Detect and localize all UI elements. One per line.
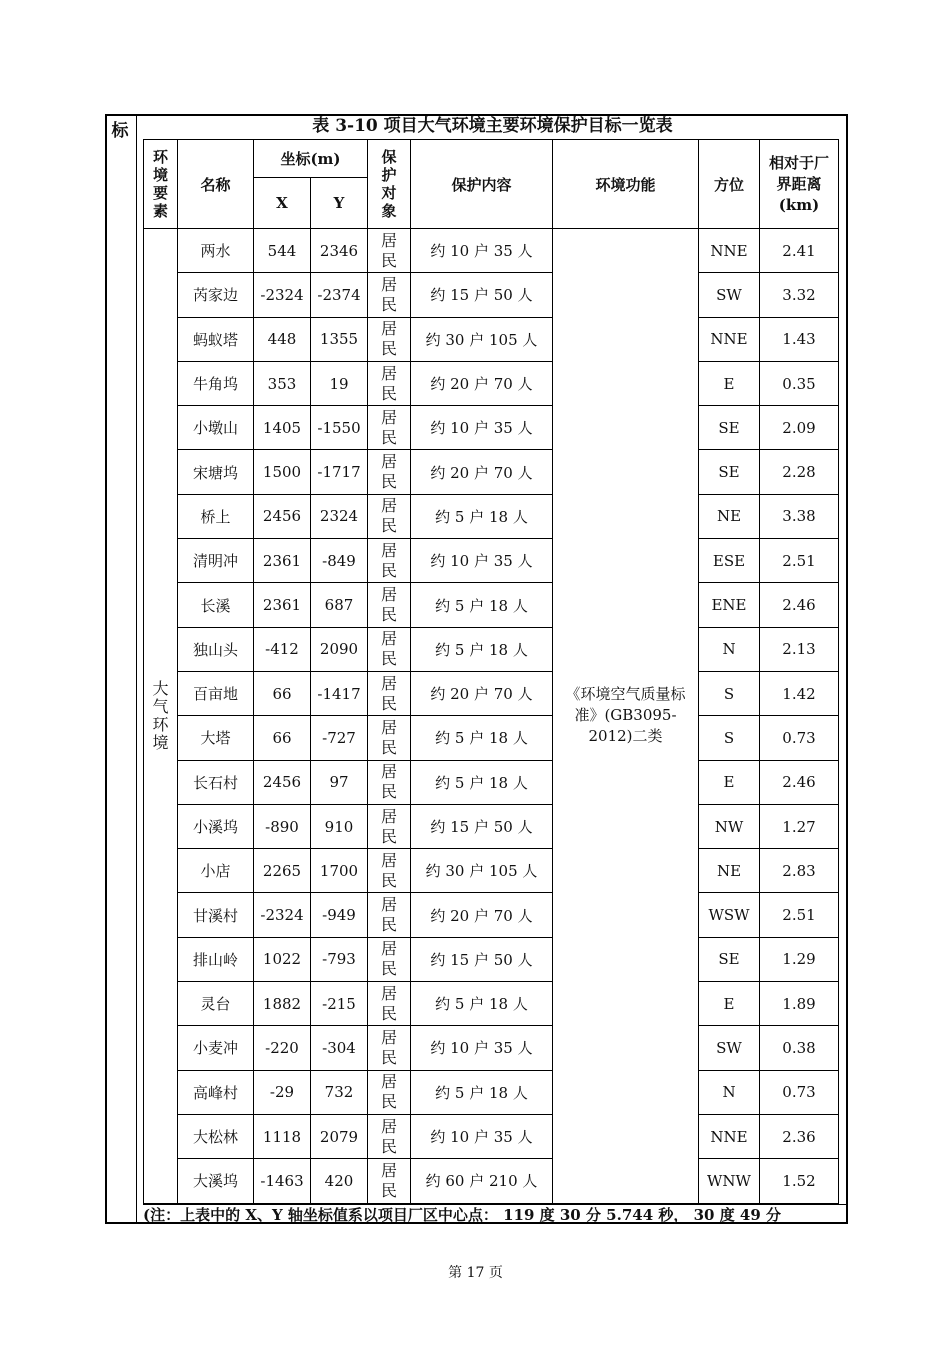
- object-cell: 居民: [368, 849, 411, 893]
- x-cell: 2361: [254, 539, 311, 583]
- table-row: [144, 406, 839, 450]
- table-row: [144, 1159, 839, 1203]
- side-label-column: [105, 114, 137, 1224]
- y-cell: 687: [311, 583, 368, 627]
- table-note: (注：上表中的 X、Y 轴坐标值系以项目厂区中心点： 119 度 30 分 5.744 秒， 30 度 49 分: [143, 1204, 848, 1224]
- distance-cell: 1.89: [760, 982, 839, 1026]
- content-cell: 约 30 户 105 人: [411, 849, 553, 893]
- distance-cell: 2.46: [760, 583, 839, 627]
- table-row: [144, 893, 839, 937]
- content-cell: 约 5 户 18 人: [411, 494, 553, 538]
- distance-cell: 2.51: [760, 539, 839, 583]
- direction-cell: ESE: [699, 539, 760, 583]
- x-cell: -1463: [254, 1159, 311, 1203]
- x-cell: 66: [254, 671, 311, 715]
- direction-cell: SW: [699, 1026, 760, 1070]
- distance-cell: 0.38: [760, 1026, 839, 1070]
- header-element: 环境要素: [144, 140, 178, 229]
- name-cell: 大溪坞: [178, 1159, 254, 1203]
- distance-cell: 1.27: [760, 804, 839, 848]
- direction-cell: SE: [699, 937, 760, 981]
- direction-cell: NE: [699, 849, 760, 893]
- object-cell: 居民: [368, 317, 411, 361]
- y-cell: 97: [311, 760, 368, 804]
- direction-cell: SE: [699, 450, 760, 494]
- distance-cell: 2.36: [760, 1114, 839, 1158]
- distance-cell: 1.43: [760, 317, 839, 361]
- direction-cell: SE: [699, 406, 760, 450]
- direction-cell: NNE: [699, 229, 760, 273]
- x-cell: 2456: [254, 494, 311, 538]
- content-cell: 约 10 户 35 人: [411, 1114, 553, 1158]
- table-row: [144, 671, 839, 715]
- content-cell: 约 60 户 210 人: [411, 1159, 553, 1203]
- y-cell: 2324: [311, 494, 368, 538]
- y-cell: -1550: [311, 406, 368, 450]
- y-cell: -215: [311, 982, 368, 1026]
- x-cell: -2324: [254, 893, 311, 937]
- content-cell: 约 5 户 18 人: [411, 716, 553, 760]
- content-cell: 约 15 户 50 人: [411, 937, 553, 981]
- x-cell: 66: [254, 716, 311, 760]
- name-cell: 甘溪村: [178, 893, 254, 937]
- header-distance: 相对于厂界距离(km): [760, 140, 839, 229]
- x-cell: -2324: [254, 273, 311, 317]
- table-row: [144, 494, 839, 538]
- distance-cell: 1.52: [760, 1159, 839, 1203]
- table-row: [144, 273, 839, 317]
- table-row: [144, 539, 839, 583]
- y-cell: 1355: [311, 317, 368, 361]
- object-cell: 居民: [368, 450, 411, 494]
- x-cell: 1500: [254, 450, 311, 494]
- y-cell: 732: [311, 1070, 368, 1114]
- header-object: 保护对象: [368, 140, 411, 229]
- y-cell: -2374: [311, 273, 368, 317]
- content-cell: 约 10 户 35 人: [411, 229, 553, 273]
- x-cell: 1118: [254, 1114, 311, 1158]
- distance-cell: 3.38: [760, 494, 839, 538]
- table-row: [144, 937, 839, 981]
- table-row: [144, 229, 839, 273]
- name-cell: 独山头: [178, 627, 254, 671]
- name-cell: 两水: [178, 229, 254, 273]
- y-cell: -793: [311, 937, 368, 981]
- x-cell: 2456: [254, 760, 311, 804]
- x-cell: 1022: [254, 937, 311, 981]
- name-cell: 排山岭: [178, 937, 254, 981]
- content-cell: 约 20 户 70 人: [411, 893, 553, 937]
- y-cell: -727: [311, 716, 368, 760]
- object-cell: 居民: [368, 361, 411, 405]
- object-cell: 居民: [368, 1070, 411, 1114]
- header-y: Y: [311, 178, 368, 229]
- content-cell: 约 15 户 50 人: [411, 273, 553, 317]
- distance-cell: 2.13: [760, 627, 839, 671]
- content-cell: 约 10 户 35 人: [411, 406, 553, 450]
- table-row: [144, 760, 839, 804]
- direction-cell: S: [699, 671, 760, 715]
- distance-cell: 1.29: [760, 937, 839, 981]
- object-cell: 居民: [368, 229, 411, 273]
- side-label-text: 标: [111, 121, 129, 141]
- page-number: 第 17 页: [448, 1265, 503, 1281]
- distance-cell: 0.73: [760, 1070, 839, 1114]
- x-cell: -29: [254, 1070, 311, 1114]
- x-cell: 2361: [254, 583, 311, 627]
- name-cell: 灵台: [178, 982, 254, 1026]
- header-function: 环境功能: [553, 140, 699, 229]
- object-cell: 居民: [368, 583, 411, 627]
- table-row: [144, 982, 839, 1026]
- y-cell: -1417: [311, 671, 368, 715]
- y-cell: 1700: [311, 849, 368, 893]
- header-x: X: [254, 178, 311, 229]
- table-row: [144, 361, 839, 405]
- y-cell: -304: [311, 1026, 368, 1070]
- y-cell: -849: [311, 539, 368, 583]
- x-cell: 1405: [254, 406, 311, 450]
- y-cell: 2090: [311, 627, 368, 671]
- object-cell: 居民: [368, 539, 411, 583]
- table-title: 表 3-10 项目大气环境主要环境保护目标一览表: [312, 116, 673, 136]
- content-cell: 约 5 户 18 人: [411, 1070, 553, 1114]
- y-cell: -1717: [311, 450, 368, 494]
- table-row: [144, 450, 839, 494]
- content-cell: 约 10 户 35 人: [411, 539, 553, 583]
- object-cell: 居民: [368, 494, 411, 538]
- content-cell: 约 15 户 50 人: [411, 804, 553, 848]
- object-cell: 居民: [368, 627, 411, 671]
- table-row: [144, 583, 839, 627]
- direction-cell: S: [699, 716, 760, 760]
- content-cell: 约 5 户 18 人: [411, 982, 553, 1026]
- object-cell: 居民: [368, 1114, 411, 1158]
- name-cell: 长石村: [178, 760, 254, 804]
- direction-cell: NW: [699, 804, 760, 848]
- header-name: 名称: [178, 140, 254, 229]
- table-row: [144, 317, 839, 361]
- function-cell: 《环境空气质量标准》(GB3095-2012)二类: [553, 229, 699, 1204]
- table-row: [144, 716, 839, 760]
- content-cell: 约 20 户 70 人: [411, 671, 553, 715]
- distance-cell: 3.32: [760, 273, 839, 317]
- name-cell: 宋塘坞: [178, 450, 254, 494]
- direction-cell: E: [699, 361, 760, 405]
- y-cell: 19: [311, 361, 368, 405]
- content-cell: 约 20 户 70 人: [411, 361, 553, 405]
- element-cell: 大气环境: [144, 229, 178, 1204]
- name-cell: 小溪坞: [178, 804, 254, 848]
- name-cell: 长溪: [178, 583, 254, 627]
- direction-cell: WSW: [699, 893, 760, 937]
- name-cell: 清明冲: [178, 539, 254, 583]
- distance-cell: 2.28: [760, 450, 839, 494]
- name-cell: 小麦冲: [178, 1026, 254, 1070]
- x-cell: -890: [254, 804, 311, 848]
- distance-cell: 0.35: [760, 361, 839, 405]
- header-coord: 坐标(m): [254, 140, 368, 178]
- name-cell: 牛角坞: [178, 361, 254, 405]
- distance-cell: 2.09: [760, 406, 839, 450]
- object-cell: 居民: [368, 760, 411, 804]
- name-cell: 芮家边: [178, 273, 254, 317]
- name-cell: 小店: [178, 849, 254, 893]
- direction-cell: WNW: [699, 1159, 760, 1203]
- object-cell: 居民: [368, 406, 411, 450]
- table-row: [144, 804, 839, 848]
- object-cell: 居民: [368, 804, 411, 848]
- distance-cell: 2.41: [760, 229, 839, 273]
- object-cell: 居民: [368, 716, 411, 760]
- x-cell: 448: [254, 317, 311, 361]
- direction-cell: E: [699, 982, 760, 1026]
- y-cell: 910: [311, 804, 368, 848]
- table-row: [144, 849, 839, 893]
- content-cell: 约 5 户 18 人: [411, 760, 553, 804]
- object-cell: 居民: [368, 671, 411, 715]
- direction-cell: E: [699, 760, 760, 804]
- x-cell: -220: [254, 1026, 311, 1070]
- name-cell: 蚂蚁塔: [178, 317, 254, 361]
- protection-targets-table: [143, 139, 839, 1204]
- header-direction: 方位: [699, 140, 760, 229]
- content-cell: 约 5 户 18 人: [411, 627, 553, 671]
- content-cell: 约 5 户 18 人: [411, 583, 553, 627]
- content-cell: 约 30 户 105 人: [411, 317, 553, 361]
- y-cell: 420: [311, 1159, 368, 1203]
- name-cell: 大松林: [178, 1114, 254, 1158]
- content-cell: 约 20 户 70 人: [411, 450, 553, 494]
- table-row: [144, 1026, 839, 1070]
- name-cell: 高峰村: [178, 1070, 254, 1114]
- distance-cell: 1.42: [760, 671, 839, 715]
- table-row: [144, 1114, 839, 1158]
- x-cell: -412: [254, 627, 311, 671]
- direction-cell: NNE: [699, 317, 760, 361]
- x-cell: 353: [254, 361, 311, 405]
- y-cell: 2346: [311, 229, 368, 273]
- name-cell: 桥上: [178, 494, 254, 538]
- header-content: 保护内容: [411, 140, 553, 229]
- direction-cell: N: [699, 1070, 760, 1114]
- object-cell: 居民: [368, 937, 411, 981]
- y-cell: -949: [311, 893, 368, 937]
- object-cell: 居民: [368, 273, 411, 317]
- x-cell: 1882: [254, 982, 311, 1026]
- x-cell: 2265: [254, 849, 311, 893]
- object-cell: 居民: [368, 893, 411, 937]
- direction-cell: SW: [699, 273, 760, 317]
- distance-cell: 2.46: [760, 760, 839, 804]
- table-row: [144, 1070, 839, 1114]
- y-cell: 2079: [311, 1114, 368, 1158]
- distance-cell: 0.73: [760, 716, 839, 760]
- distance-cell: 2.51: [760, 893, 839, 937]
- content-cell: 约 10 户 35 人: [411, 1026, 553, 1070]
- name-cell: 百亩地: [178, 671, 254, 715]
- object-cell: 居民: [368, 1159, 411, 1203]
- direction-cell: NNE: [699, 1114, 760, 1158]
- direction-cell: NE: [699, 494, 760, 538]
- x-cell: 544: [254, 229, 311, 273]
- direction-cell: N: [699, 627, 760, 671]
- direction-cell: ENE: [699, 583, 760, 627]
- table-row: [144, 627, 839, 671]
- object-cell: 居民: [368, 982, 411, 1026]
- distance-cell: 2.83: [760, 849, 839, 893]
- name-cell: 大塔: [178, 716, 254, 760]
- object-cell: 居民: [368, 1026, 411, 1070]
- name-cell: 小墩山: [178, 406, 254, 450]
